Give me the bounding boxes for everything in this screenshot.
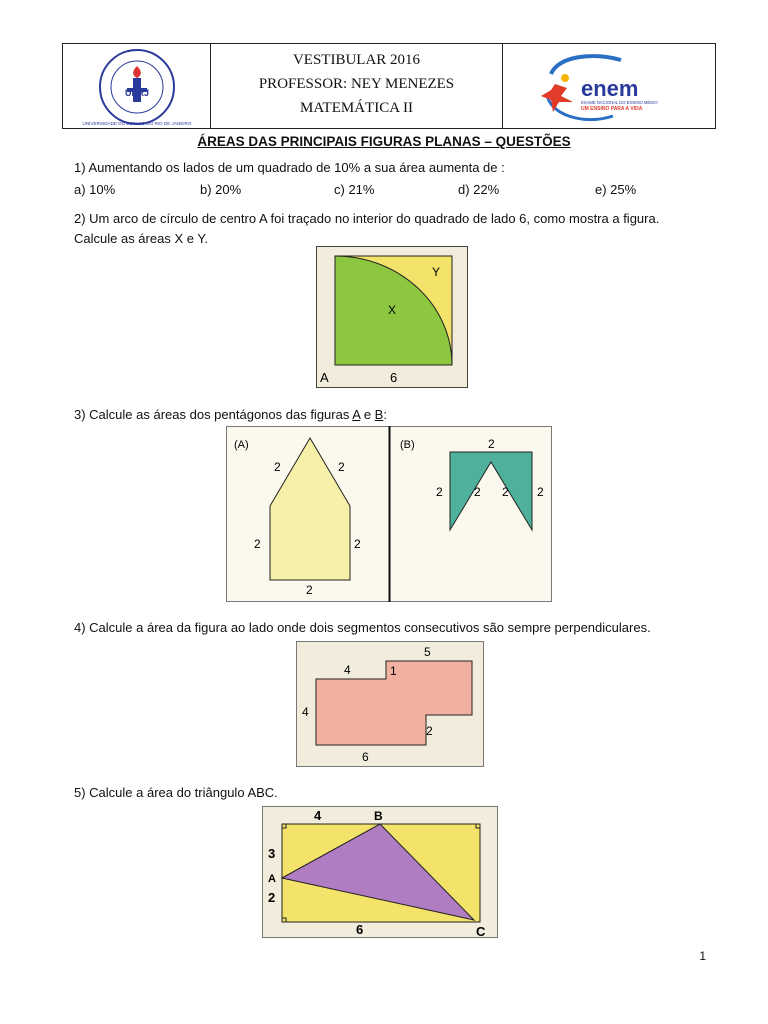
q3-b-label-inner-l: 2 <box>474 485 481 499</box>
q3-suffix: : <box>383 407 387 422</box>
q5-text: 5) Calcule a área do triângulo ABC. <box>74 785 278 800</box>
q5-label-a: A <box>268 873 276 885</box>
header-box <box>62 43 716 129</box>
q3-a-tag: (A) <box>234 439 249 451</box>
q3-b-tag: (B) <box>400 439 415 451</box>
q2-label-side: 6 <box>390 370 398 385</box>
header-logo-right-cell <box>503 44 717 128</box>
q5-label-2: 2 <box>268 890 276 905</box>
q5-label-6: 6 <box>356 922 364 937</box>
uerj-logo-ring-text: UNIVERSIDADE DO ESTADO DO RIO DE JANEIRO <box>82 121 192 126</box>
q2-label-x: X <box>388 303 397 317</box>
enem-logo-sub: EXAME NACIONAL DO ENSINO MÉDIO <box>581 100 658 105</box>
page-title: ÁREAS DAS PRINCIPAIS FIGURAS PLANAS – QUESTÕES <box>197 134 571 149</box>
q1-option-e: e) 25% <box>595 182 637 197</box>
header-line2: PROFESSOR: NEY MENEZES <box>258 76 455 92</box>
q1-option-b: b) 20% <box>200 182 242 197</box>
q3-a-label5: 2 <box>306 583 313 597</box>
q3-mid: e <box>360 407 375 422</box>
q2-label-y: Y <box>432 265 441 279</box>
q5-label-b: B <box>374 809 383 823</box>
q4-text: 4) Calcule a área da figura ao lado onde dois segmentos consecutivos são sempre perpendiculares. <box>74 620 651 635</box>
q1-option-d: d) 22% <box>458 182 500 197</box>
q3-b-label-left: 2 <box>436 485 443 499</box>
q5-label-c: C <box>476 924 486 938</box>
q1-option-c: c) 21% <box>334 182 375 197</box>
q1-option-a: a) 10% <box>74 182 116 197</box>
header-logo-left-cell <box>63 44 211 128</box>
q1-text: 1) Aumentando os lados de um quadrado de 10% a sua área aumenta de : <box>74 160 505 175</box>
uerj-logo-text: UERJ <box>124 88 150 98</box>
q3-b-label-right: 2 <box>537 485 544 499</box>
q2-line2: Calcule as áreas X e Y. <box>74 231 208 246</box>
enem-logo <box>503 44 717 130</box>
q5-label-4: 4 <box>314 808 322 823</box>
q2-figure <box>316 246 468 388</box>
q4-label-1: 1 <box>390 664 397 678</box>
enem-logo-text: enem <box>581 76 639 101</box>
q4-label-5: 5 <box>424 645 431 659</box>
q3-text <box>74 407 387 422</box>
q3-a-label4: 2 <box>354 537 361 551</box>
q3-a-label2: 2 <box>338 460 345 474</box>
page-number: 1 <box>699 949 706 963</box>
q3-figure <box>226 426 552 602</box>
q3-b-label-top: 2 <box>488 437 495 451</box>
q3-a-label1: 2 <box>274 460 281 474</box>
q5-label-3: 3 <box>268 846 276 861</box>
q4-label-6: 6 <box>362 750 369 764</box>
header-line3: MATEMÁTICA II <box>300 100 413 116</box>
q3-label-b: B <box>374 407 384 422</box>
q3-b-label-inner-r: 2 <box>502 485 509 499</box>
header-line1: VESTIBULAR 2016 <box>292 52 421 68</box>
q3-prefix: 3) Calcule as áreas dos pentágonos das figuras <box>74 407 353 422</box>
q5-figure <box>262 806 498 938</box>
q4-label-4top: 4 <box>344 663 351 677</box>
q2-line1: 2) Um arco de círculo de centro A foi traçado no interior do quadrado de lado 6, como mostra a figura. <box>74 211 660 226</box>
uerj-logo <box>63 44 211 130</box>
q3-a-label3: 2 <box>254 537 261 551</box>
q4-figure <box>296 641 484 767</box>
q4-label-2: 2 <box>426 724 433 738</box>
q3-label-a: A <box>352 407 361 422</box>
q2-label-a: A <box>320 370 329 385</box>
enem-logo-tag: UM ENSINO PARA A VIDA <box>581 106 643 112</box>
q4-label-4left: 4 <box>302 705 309 719</box>
header-text-cell <box>211 44 503 128</box>
